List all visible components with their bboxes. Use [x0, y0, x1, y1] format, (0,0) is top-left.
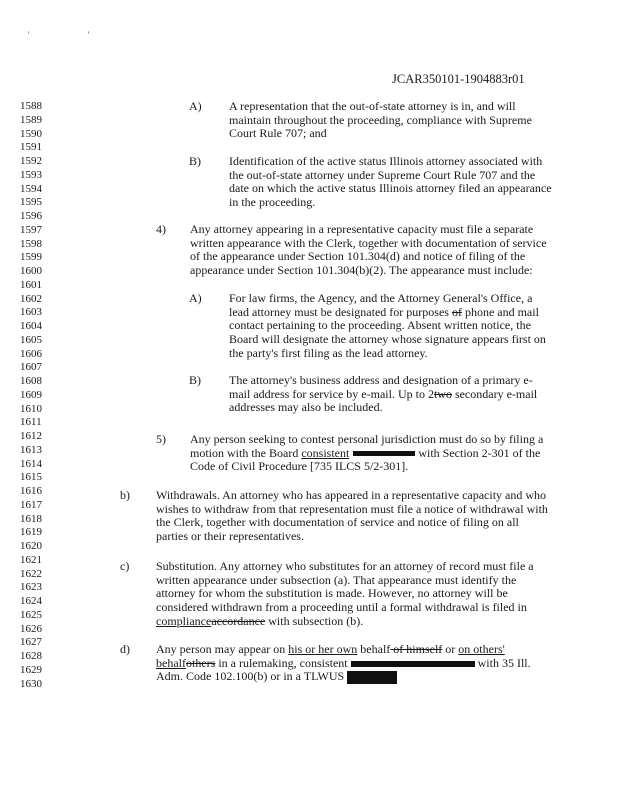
- text-line: Any person may appear on his or her own behalf of himself or on others': [156, 642, 505, 656]
- redaction-mark: [351, 661, 475, 667]
- text-line: lead attorney must be designated for purposes of phone and mail: [229, 304, 539, 319]
- inserted-text: on others': [458, 642, 505, 656]
- text-line: Adm. Code 102.100(b) or in a TLWUS: [156, 670, 531, 684]
- line-number: 1627: [20, 636, 42, 649]
- line-number: 1590: [20, 127, 42, 140]
- text-line: Any person seeking to contest personal jurisdiction must do so by filing a: [190, 432, 544, 446]
- text-line: Code of Civil Procedure [735 ILCS 5/2-301].: [190, 459, 409, 474]
- inserted-text: compliance: [156, 613, 212, 628]
- paragraph-c: [156, 560, 534, 629]
- text-line: contact pertaining to the proceeding. Absent written notice, the: [229, 318, 531, 333]
- text-line: Any attorney appearing in a representative capacity must file a separate: [190, 222, 534, 236]
- paragraph-4-A: [229, 292, 546, 361]
- line-number: 1606: [20, 347, 42, 360]
- item-label-a-A: A): [189, 99, 202, 113]
- item-label-5: 5): [156, 432, 166, 446]
- text-line: Board will designate the attorney whose signature appears first on: [229, 332, 546, 347]
- text-line: maintain throughout the proceeding, compliance with Supreme: [229, 112, 532, 127]
- text-line: written appearance under subsection (a). That appearance must identify the: [156, 572, 517, 587]
- text-line: A representation that the out-of-state attorney is in, and will: [229, 99, 516, 113]
- line-number: 1608: [20, 375, 42, 387]
- item-label-b: b): [120, 488, 130, 502]
- paragraph-a-A: [229, 100, 532, 141]
- text-line: Identification of the active status Illinois attorney associated with: [229, 154, 543, 168]
- text-line: in the proceeding.: [229, 195, 316, 210]
- redaction-block: [347, 671, 397, 684]
- line-number: 1605: [20, 333, 42, 346]
- line-number: 1601: [20, 278, 42, 291]
- line-number: 1588: [20, 100, 42, 112]
- line-number: 1622: [20, 567, 42, 580]
- text-line: behalfothers in a rulemaking, consistent with 35 Ill.: [156, 655, 531, 670]
- deleted-text: of: [451, 304, 462, 319]
- text-line: For law firms, the Agency, and the Attorney General's Office, a: [229, 291, 533, 305]
- text-line: the out-of-state attorney under Supreme Court Rule 707 and the: [229, 167, 536, 182]
- line-number: 1630: [20, 677, 42, 690]
- line-number: 1599: [20, 251, 42, 264]
- corner-marks: ' ': [28, 30, 118, 40]
- line-number: 1620: [20, 540, 42, 552]
- line-number: 1613: [20, 443, 42, 456]
- inserted-text: behalf: [156, 655, 186, 670]
- text-line: Withdrawals. An attorney who has appeared in a representative capacity and who: [156, 488, 547, 502]
- line-number: 1600: [20, 265, 42, 277]
- item-label-4: 4): [156, 222, 166, 236]
- redaction-mark: [353, 451, 415, 456]
- line-number: 1621: [20, 553, 42, 566]
- text-line: written appearance with the Clerk, together with documentation of service: [190, 235, 547, 250]
- text-line: complianceaccordance with subsection (b).: [156, 613, 364, 628]
- item-label-4-A: A): [189, 291, 202, 305]
- line-number: 1609: [20, 388, 42, 401]
- line-number: 1616: [20, 485, 42, 497]
- text-line: the Clerk, together with documentation of service and notice of filing on all: [156, 515, 519, 530]
- line-number: 1614: [20, 457, 42, 470]
- text-line: date on which the active status Illinois attorney filed an appearance: [229, 181, 552, 196]
- text-line: motion with the Board consistent with Section 2-301 of the: [190, 445, 541, 460]
- line-number: 1624: [20, 595, 42, 607]
- line-number: 1602: [20, 292, 42, 305]
- line-number: 1619: [20, 526, 42, 539]
- item-label-a-B: B): [189, 154, 201, 168]
- item-label-4-B: B): [189, 373, 201, 387]
- text-line: wishes to withdraw from that representation must file a notice of withdrawal with: [156, 501, 548, 516]
- deleted-text: accordance: [211, 613, 266, 628]
- line-number: 1598: [20, 237, 42, 250]
- text-line: attorney for whom the substitution is made. However, no attorney will be: [156, 586, 508, 601]
- paragraph-b: [156, 489, 548, 544]
- line-number: 1594: [20, 182, 42, 195]
- line-number: 1591: [20, 141, 42, 154]
- text-line: of the appearance under Section 101.304(d) and notice of filing of the: [190, 249, 526, 264]
- line-number: 1597: [20, 223, 42, 236]
- deleted-text: two: [433, 386, 452, 401]
- line-number: 1603: [20, 306, 42, 319]
- line-number: 1610: [20, 402, 42, 415]
- text-line: The attorney's business address and designation of a primary e-: [229, 373, 533, 387]
- document-header: JCAR350101-1904883r01: [392, 72, 525, 86]
- paragraph-d: [156, 643, 531, 684]
- line-number: 1612: [20, 430, 42, 442]
- text-line: parties or their representatives.: [156, 529, 304, 544]
- paragraph-a-B: [229, 155, 552, 210]
- item-label-c: c): [120, 559, 130, 573]
- line-number: 1629: [20, 663, 42, 676]
- text-line: Substitution. Any attorney who substitutes for an attorney of record must file a: [156, 559, 534, 573]
- text-line: appearance under Section 101.304(b)(2). The appearance must include:: [190, 263, 533, 278]
- text-line: considered withdrawn from a proceeding until a formal withdrawal is filed in: [156, 600, 527, 615]
- line-number: 1623: [20, 581, 42, 594]
- line-number: 1607: [20, 361, 42, 374]
- line-number: 1625: [20, 608, 42, 621]
- text-line: the party's first filing as the lead attorney.: [229, 345, 428, 360]
- deleted-text: of himself: [390, 642, 443, 656]
- text-line: addresses may also be included.: [229, 400, 383, 415]
- text-line: Court Rule 707; and: [229, 126, 327, 141]
- line-number: 1618: [20, 512, 42, 525]
- line-number: 1595: [20, 196, 42, 209]
- line-number: 1596: [20, 210, 42, 222]
- line-number: 1589: [20, 113, 42, 126]
- text-line: mail address for service by e-mail. Up to 2two secondary e-mail: [229, 386, 538, 401]
- line-number: 1628: [20, 650, 42, 662]
- line-number: 1604: [20, 320, 42, 332]
- inserted-text: his or her own: [288, 642, 358, 656]
- line-number: 1592: [20, 155, 42, 167]
- line-number: 1611: [20, 416, 42, 429]
- inserted-text: consistent: [301, 445, 350, 460]
- line-number: 1593: [20, 168, 42, 181]
- deleted-text: others: [185, 655, 216, 670]
- line-number: 1617: [20, 498, 42, 511]
- line-number: 1615: [20, 471, 42, 484]
- paragraph-4: [190, 223, 547, 278]
- line-number: 1626: [20, 622, 42, 635]
- paragraph-4-B: [229, 374, 537, 415]
- item-label-d: d): [120, 642, 130, 656]
- paragraph-5: [190, 433, 543, 474]
